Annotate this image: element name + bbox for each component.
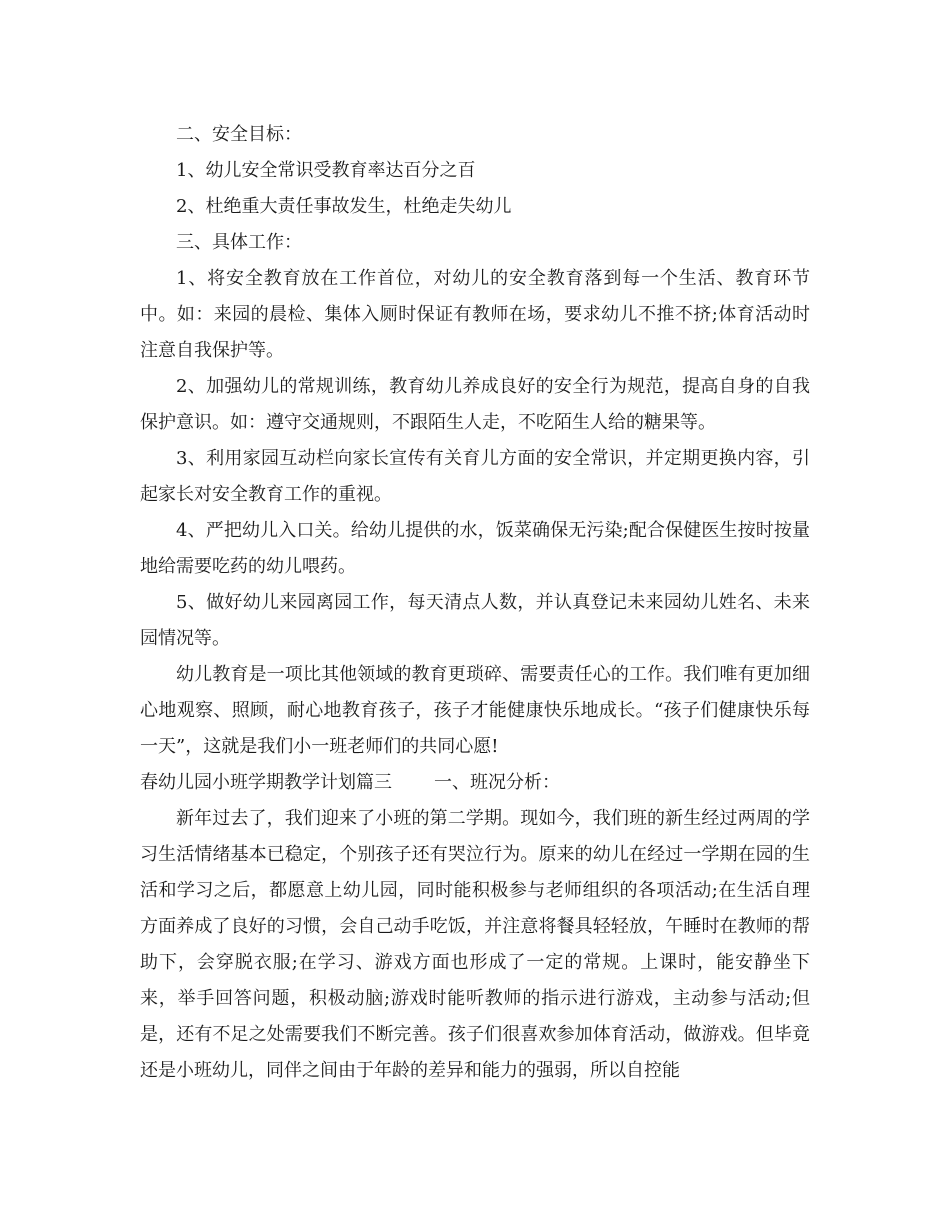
safety-goals-heading: 二、安全目标：: [176, 124, 302, 145]
work-item-1: 1、将安全教育放在工作首位，对幼儿的安全教育落到每一个生活、教育环节中。如：来园的晨检、集体入厕时保证有教师在场，要求幼儿不推不挤;体育活动时注意自我保护等。: [140, 268, 810, 361]
safety-goal-1: 1、幼儿安全常识受教育率达百分之百: [176, 160, 476, 181]
section-subtitle: 一、班况分析：: [434, 772, 560, 793]
safety-goal-2: 2、杜绝重大责任事故发生，杜绝走失幼儿: [176, 196, 512, 217]
document-body: [140, 117, 810, 1089]
closing-paragraph: 幼儿教育是一项比其他领域的教育更琐碎、需要责任心的工作。我们唯有更加细心地观察、照顾，耐心地教育孩子，孩子才能健康快乐地成长。“孩子们健康快乐每一天”，这就是我们小一班老师们的共同心愿!: [140, 664, 810, 757]
class-analysis-paragraph: 新年过去了，我们迎来了小班的第二学期。现如今，我们班的新生经过两周的学习生活情绪基本已稳定，个别孩子还有哭泣行为。原来的幼儿在经过一学期在园的生活和学习之后，都愿意上幼儿园，同时能积极参与老师组织的各项活动;在生活自理方面养成了良好的习惯，会自己动手吃饭，并注意将餐具轻轻放，午睡时在教师的帮助下，会穿脱衣服;在学习、游戏方面也形成了一定的常规。上课时，能安静坐下来，举手回答问题，积极动脑;游戏时能听教师的指示进行游戏，主动参与活动;但是，还有不足之处需要我们不断完善。孩子们很喜欢参加体育活动，做游戏。但毕竟还是小班幼儿，同伴之间由于年龄的差异和能力的强弱，所以自控能: [140, 808, 810, 1081]
specific-work-heading: 三、具体工作：: [176, 232, 302, 253]
work-item-5: 5、做好幼儿来园离园工作，每天清点人数，并认真登记未来园幼儿姓名、未来园情况等。: [140, 592, 810, 649]
section-heading-row: [140, 765, 810, 801]
section-title: 春幼儿园小班学期教学计划篇三: [140, 772, 392, 793]
work-item-3: 3、利用家园互动栏向家长宣传有关育儿方面的安全常识，并定期更换内容，引起家长对安全教育工作的重视。: [140, 448, 810, 505]
work-item-4: 4、严把幼儿入口关。给幼儿提供的水，饭菜确保无污染;配合保健医生按时按量地给需要吃药的幼儿喂药。: [140, 520, 810, 577]
heading-gap: [392, 765, 434, 801]
work-item-2: 2、加强幼儿的常规训练，教育幼儿养成良好的安全行为规范，提高自身的自我保护意识。如：遵守交通规则，不跟陌生人走，不吃陌生人给的糖果等。: [140, 376, 810, 433]
